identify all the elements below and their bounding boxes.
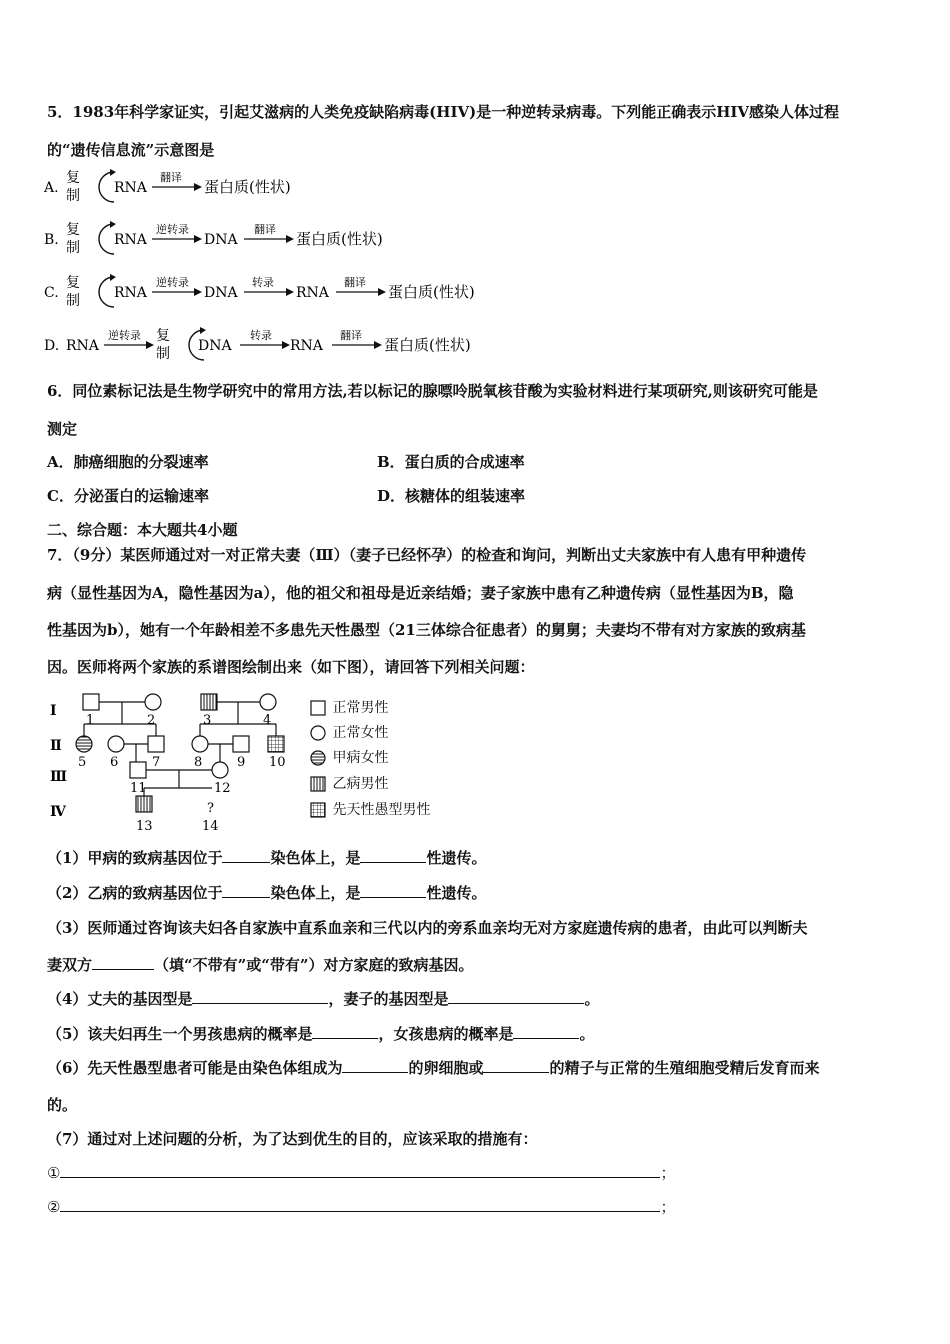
- svg-text:10: 10: [269, 755, 286, 770]
- answer-blank[interactable]: [222, 848, 270, 863]
- q6-option-b[interactable]: B．蛋白质的合成速率: [377, 453, 525, 471]
- individual-2: [145, 694, 161, 710]
- svg-text:12: 12: [214, 781, 231, 796]
- svg-text:DNA: DNA: [198, 338, 232, 354]
- individual-5: [76, 736, 92, 752]
- gen-label: Ⅲ: [50, 769, 68, 785]
- legend-disease-a-female: 甲病女性: [310, 747, 388, 767]
- svg-text:RNA: RNA: [66, 338, 99, 354]
- q6-line1: 6．同位素标记法是生物学研究中的常用方法,若以标记的腺嘌呤脱氧核苷酸为实验材料进行某项研究,则该研究可能是: [47, 382, 818, 400]
- replication-loop-arrow: [99, 224, 114, 254]
- replicate-char-1: 复: [66, 170, 80, 186]
- q7-sub1: （1）甲病的致病基因位于 染色体上，是 性遗传。: [47, 849, 487, 867]
- svg-text:6: 6: [110, 755, 119, 770]
- q7-sub7-answer-1[interactable]: ① ；: [47, 1164, 676, 1182]
- answer-blank[interactable]: [312, 1024, 378, 1039]
- pedigree-chart: [44, 688, 304, 838]
- gen-label: Ⅱ: [50, 738, 62, 754]
- svg-text:4: 4: [263, 713, 272, 728]
- svg-text:制: 制: [66, 240, 80, 256]
- svg-text:复: 复: [66, 222, 80, 238]
- gen-label: Ⅳ: [50, 804, 66, 820]
- q5-option-a[interactable]: [44, 168, 464, 208]
- q7-sub7: （7）通过对上述问题的分析，为了达到优生的目的，应该采取的措施有：: [47, 1130, 538, 1148]
- answer-blank[interactable]: [483, 1058, 549, 1073]
- answer-blank[interactable]: [222, 883, 270, 898]
- q7-line3: 性基因为b），她有一个年龄相差不多患先天性愚型（21三体综合征患者）的舅舅；夫妻均不带有对方家族的致病基: [47, 621, 806, 639]
- svg-text:11: 11: [130, 781, 147, 796]
- svg-text:复: 复: [156, 328, 170, 344]
- answer-blank[interactable]: [448, 989, 584, 1004]
- svg-text:DNA: DNA: [204, 232, 238, 248]
- individual-13: [136, 796, 152, 812]
- svg-text:逆转录: 逆转录: [156, 223, 189, 236]
- q7-line2: 病（显性基因为A，隐性基因为a），他的祖父和祖母是近亲结婚；妻子家族中患有乙种遗传病（显性基因为B，隐: [47, 584, 794, 602]
- individual-12: [212, 762, 228, 778]
- svg-text:转录: 转录: [250, 329, 272, 342]
- svg-text:RNA: RNA: [114, 285, 147, 301]
- svg-text:转录: 转录: [252, 276, 274, 289]
- q7-sub3-line2: 妻双方 （填“不带有”或“带有”）对方家庭的致病基因。: [47, 956, 474, 974]
- answer-blank[interactable]: [342, 1058, 408, 1073]
- option-d-label: D.: [44, 338, 60, 354]
- individual-8: [192, 736, 208, 752]
- individual-1: [83, 694, 99, 710]
- svg-text:3: 3: [203, 713, 212, 728]
- svg-text:RNA: RNA: [114, 232, 147, 248]
- legend-normal-female: 正常女性: [310, 722, 388, 742]
- svg-text:13: 13: [136, 819, 153, 834]
- svg-text:RNA: RNA: [290, 338, 323, 354]
- q7-line1: 7．（9分）某医师通过对一对正常夫妻（Ⅲ）（妻子已经怀孕）的检查和询问，判断出丈夫家族中有人患有甲种遗传: [47, 546, 807, 564]
- answer-blank[interactable]: [60, 1197, 660, 1212]
- replication-loop-arrow: [99, 172, 114, 202]
- svg-text:7: 7: [152, 755, 161, 770]
- q5-option-d[interactable]: [44, 326, 504, 366]
- svg-text:蛋白质(性状): 蛋白质(性状): [384, 336, 471, 354]
- svg-text:制: 制: [66, 293, 80, 309]
- svg-text:RNA: RNA: [296, 285, 329, 301]
- svg-text:逆转录: 逆转录: [108, 329, 141, 342]
- legend-disease-b-male: 乙病男性: [310, 773, 388, 793]
- rna-text: RNA: [114, 180, 147, 196]
- individual-9-male: [233, 736, 249, 752]
- protein-text: 蛋白质(性状): [204, 178, 291, 196]
- answer-blank[interactable]: [60, 1163, 660, 1178]
- individual-7: [148, 736, 164, 752]
- svg-text:2: 2: [147, 713, 156, 728]
- replicate-char-2: 制: [66, 188, 80, 204]
- q7-sub4: （4）丈夫的基因型是 ，妻子的基因型是 。: [47, 990, 600, 1008]
- individual-11: [130, 762, 146, 778]
- q5-option-c[interactable]: [44, 273, 504, 313]
- q7-sub7-answer-2[interactable]: ② ；: [47, 1198, 676, 1216]
- option-c-label: C.: [44, 285, 59, 301]
- unknown-child-mark: ?: [207, 801, 214, 816]
- individual-4: [260, 694, 276, 710]
- answer-blank[interactable]: [360, 883, 426, 898]
- svg-text:1: 1: [86, 713, 95, 728]
- q6-option-c[interactable]: C．分泌蛋白的运输速率: [47, 487, 209, 505]
- svg-text:逆转录: 逆转录: [156, 276, 189, 289]
- q7-line4: 因。医师将两个家族的系谱图绘制出来（如下图），请回答下列相关问题：: [47, 658, 535, 676]
- svg-text:DNA: DNA: [204, 285, 238, 301]
- answer-blank[interactable]: [192, 989, 328, 1004]
- gen-label: Ⅰ: [50, 703, 57, 719]
- answer-blank[interactable]: [360, 848, 426, 863]
- q7-sub5: （5）该夫妇再生一个男孩患病的概率是 ，女孩患病的概率是 。: [47, 1025, 595, 1043]
- option-b-label: B.: [44, 232, 59, 248]
- q5-option-b[interactable]: [44, 220, 464, 260]
- section-heading: 二、综合题：本大题共4小题: [47, 521, 238, 539]
- legend-normal-male: 正常男性: [310, 697, 388, 717]
- answer-blank[interactable]: [92, 955, 154, 970]
- translation-label: 翻译: [160, 171, 182, 184]
- individual-10: [268, 736, 284, 752]
- option-a-label: A.: [44, 180, 59, 196]
- q7-sub2: （2）乙病的致病基因位于 染色体上，是 性遗传。: [47, 884, 487, 902]
- individual-6: [108, 736, 124, 752]
- svg-text:9: 9: [237, 755, 246, 770]
- q7-sub6-line2: 的。: [47, 1096, 78, 1114]
- q5-line1: 5．1983年科学家证实，引起艾滋病的人类免疫缺陷病毒(HIV)是一种逆转录病毒。下列能正确表示HIV感染人体过程: [47, 103, 840, 121]
- svg-text:蛋白质(性状): 蛋白质(性状): [388, 283, 475, 301]
- q6-option-d[interactable]: D．核糖体的组装速率: [377, 487, 526, 505]
- svg-text:翻译: 翻译: [254, 223, 276, 236]
- legend-down-syndrome-male: 先天性愚型男性: [310, 799, 430, 819]
- svg-text:8: 8: [194, 755, 203, 770]
- q7-sub6-line1: （6）先天性愚型患者可能是由染色体组成为 的卵细胞或 的精子与正常的生殖细胞受精后发育而来: [47, 1059, 820, 1077]
- svg-text:复: 复: [66, 275, 80, 291]
- answer-blank[interactable]: [513, 1024, 579, 1039]
- svg-text:制: 制: [156, 346, 170, 362]
- q7-sub3-line1: （3）医师通过咨询该夫妇各自家族中直系血亲和三代以内的旁系血亲均无对方家庭遗传病的患者，由此可以判断夫: [47, 919, 808, 937]
- q6-option-a[interactable]: A．肺癌细胞的分裂速率: [47, 453, 209, 471]
- svg-text:翻译: 翻译: [340, 329, 362, 342]
- svg-text:蛋白质(性状): 蛋白质(性状): [296, 230, 383, 248]
- q5-line2: 的“遗传信息流”示意图是: [47, 141, 215, 159]
- individual-3: [201, 694, 217, 710]
- svg-text:5: 5: [78, 755, 87, 770]
- svg-text:翻译: 翻译: [344, 276, 366, 289]
- q6-line2: 测定: [47, 420, 78, 438]
- svg-text:14: 14: [202, 819, 219, 834]
